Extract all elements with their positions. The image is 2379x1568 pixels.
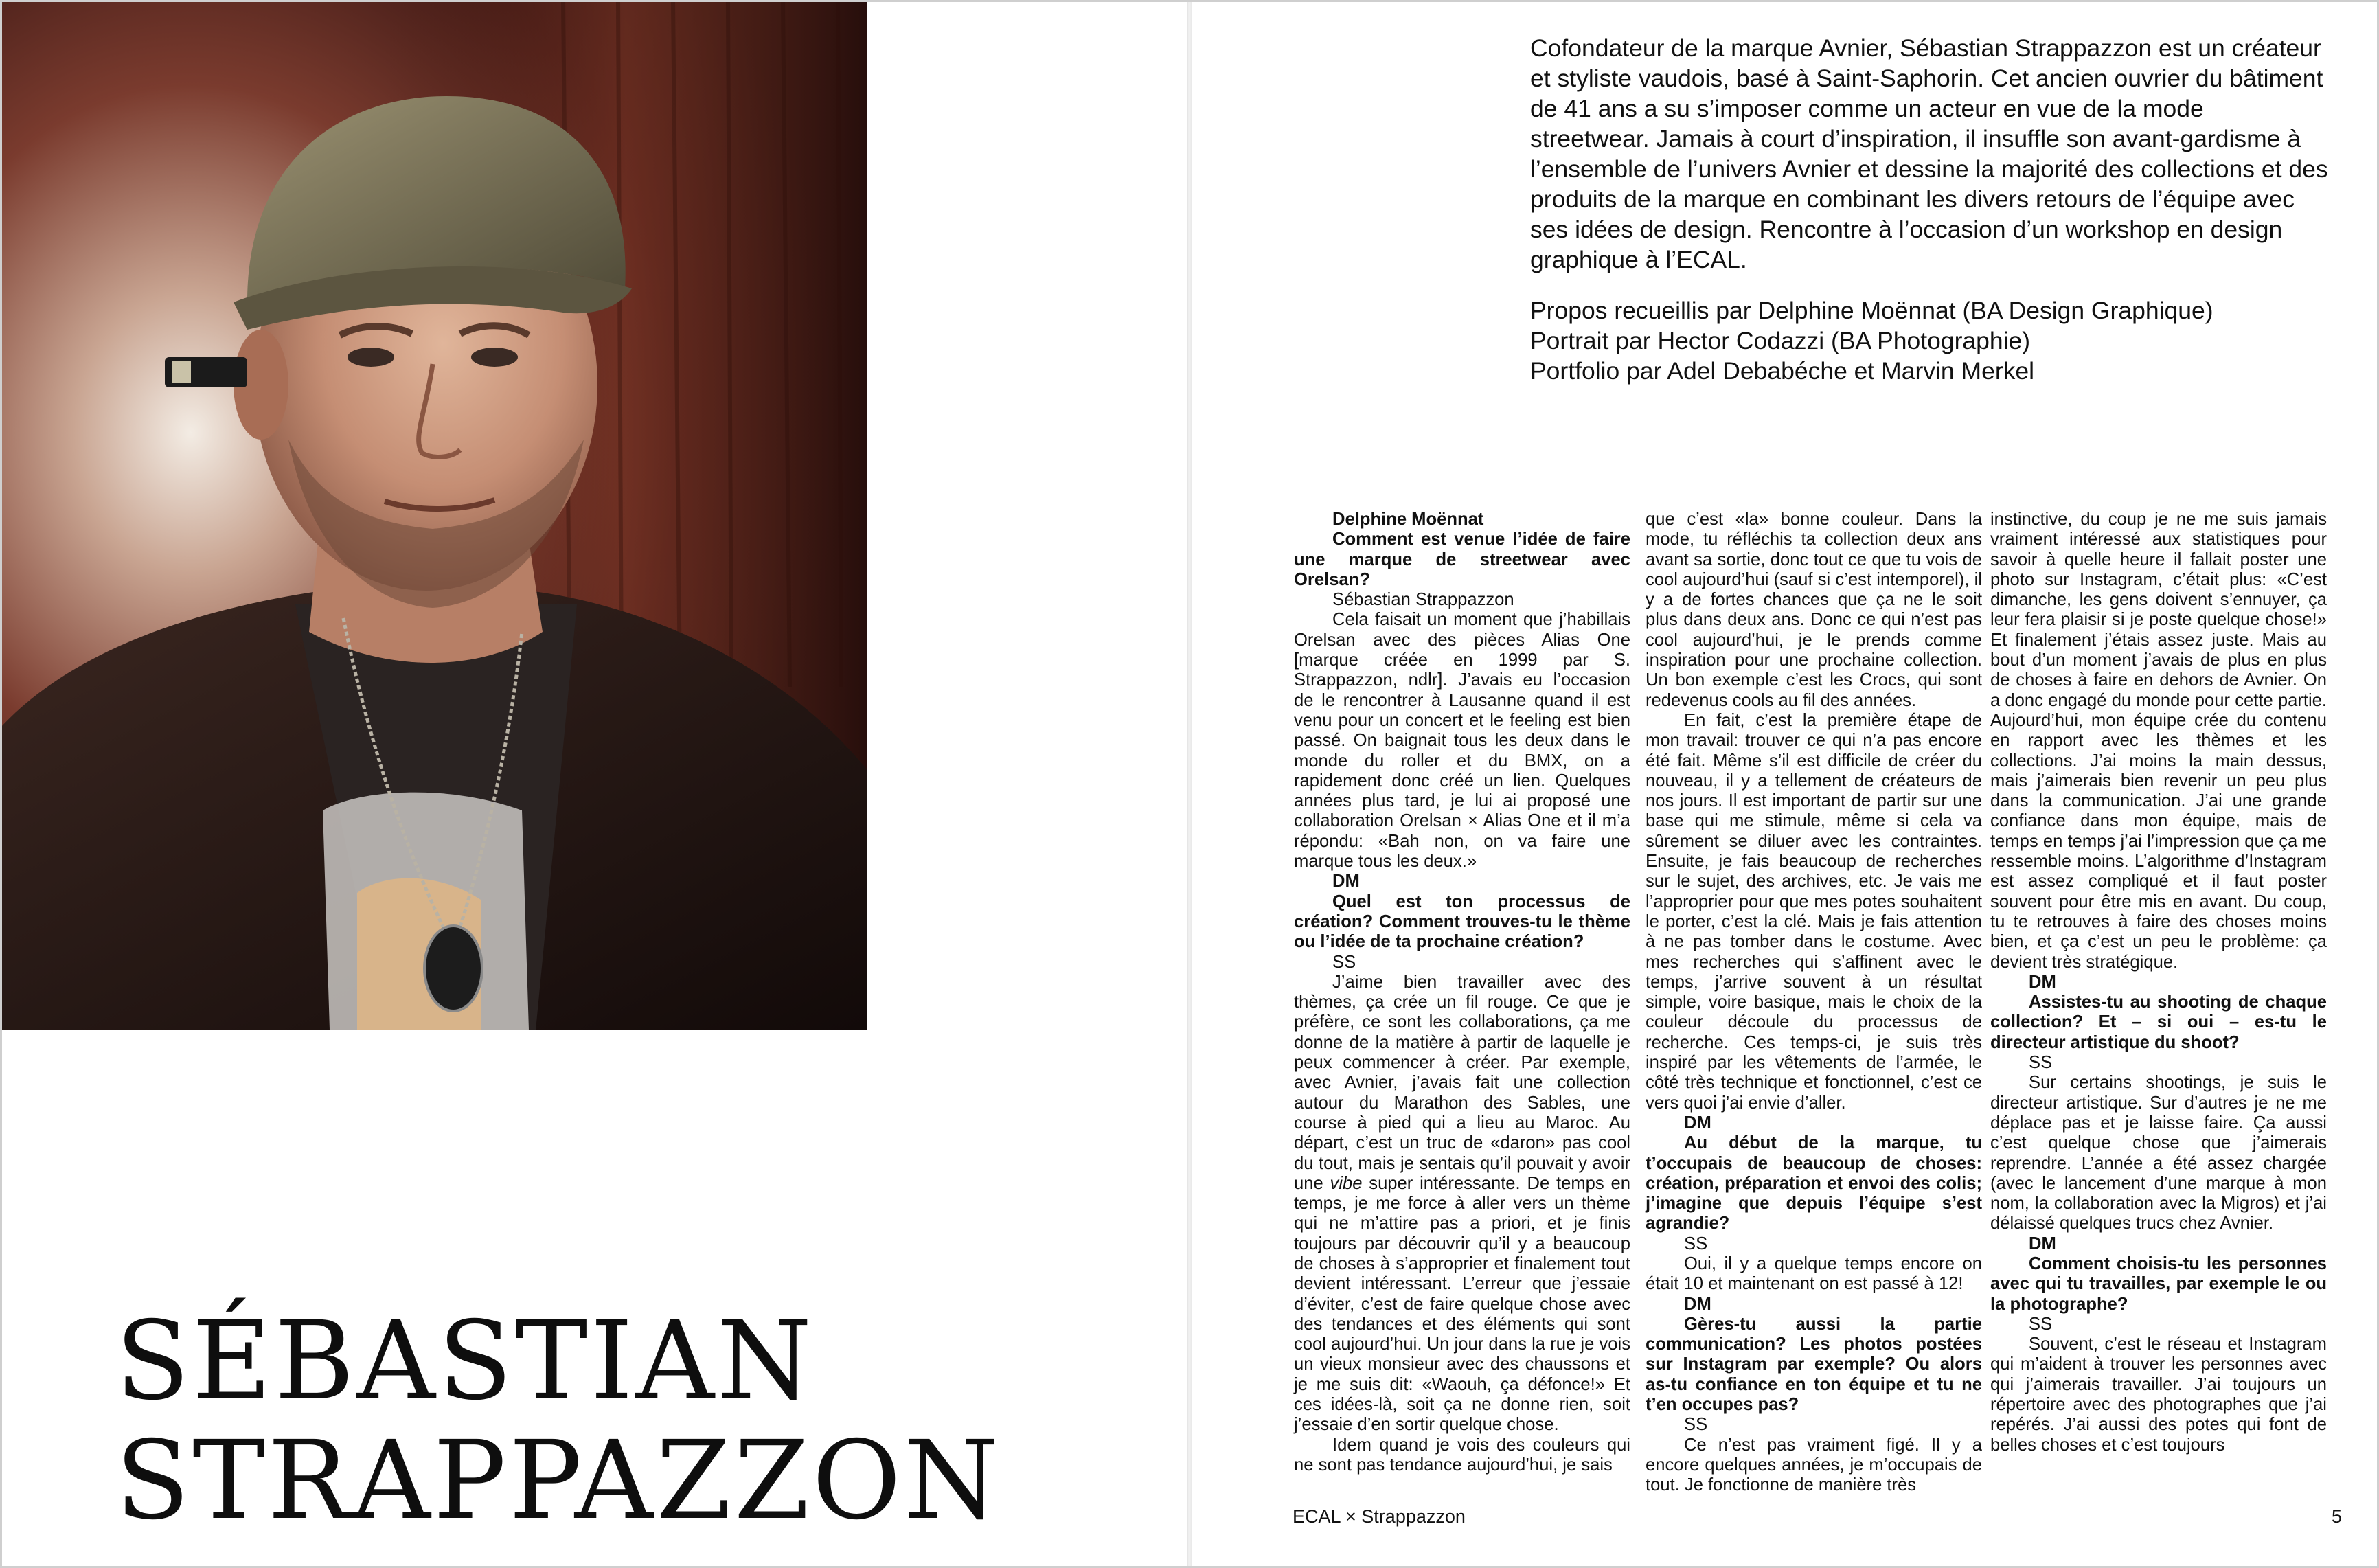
question: Gères-tu aussi la partie communication? Les photos postées sur Instagram par exemple? Ou alors as-tu confiance en ton équipe et tu ne t’en occupes pas?	[1646, 1314, 1982, 1415]
speaker-initials: DM	[2029, 972, 2056, 992]
answer-emphasis: vibe	[1330, 1173, 1363, 1193]
intro-text: Cofondateur de la marque Avnier, Sébastian Strappazzon est un créateur et styliste vaudois, basé à Saint-Saphorin. Cet ancien ouvrier du bâtiment de 41 ans a su s’imposer comme un acteur en vue de la mode streetwear. Jamais à court d’inspiration, il insuffle son avant-gardisme à l’ensemble de l’univers Avnier et dessine la majorité des collections et des produits de la marque en combinant les divers retours de l’équipe avec ses idées de design. Rencontre à l’occasion d’un workshop en design graphique à l’ECAL.	[1530, 34, 2328, 273]
interview-column-3	[1990, 510, 2327, 1464]
running-footer: ECAL × Strappazzon	[1293, 1506, 1466, 1527]
credit-portfolio: Portfolio par Adel Debabéche et Marvin Merkel	[1530, 357, 2035, 385]
credits	[1530, 295, 2330, 386]
speaker-initials: DM	[1684, 1113, 1711, 1133]
answer: En fait, c’est la première étape de mon travail: trouver ce qui n’a pas encore été fait. Même s’il est difficile de créer du nouveau, il y a tellement de créateurs de nos jours. Il est important de partir sur une base qui me stimule, même si cela va sûrement se diluer avec les contraintes. Ensuite, je fais beaucoup de recherches sur le sujet, des archives, etc. Je vais me l’approprier pour que mes potes souhaitent le porter, c’est la clé. Mais je fais attention à ne pas tomber dans le costume. Avec mes recherches qui s’affinent avec le temps, j’arrive souvent à un résultat simple, voire basique, mais le choix de la couleur découle du processus de recherche. Ces temps-ci, je suis très inspiré par les vêtements de l’armée, le côté très technique et fonctionnel, c’est ce vers quoi j’ai envie d’aller.	[1646, 710, 1982, 1113]
page-gutter	[1187, 0, 1192, 1568]
answer: Cela faisait un moment que j’habillais Orelsan avec des pièces Alias One [marque créée en 1999 par S. Strappazzon, ndlr]. J’avais eu l’occasion de le rencontrer à Lausanne quand il est venu pour un concert et le feeling est bien passé. On baignait tous les deux dans le monde du roller et du BMX, on a rapidement donc créé un lien. Quelques années plus tard, je lui ai proposé une collaboration Orelsan × Alias One et il m’a répondu: «Bah non, on va faire une marque tous les deux.»	[1294, 610, 1630, 872]
interview-column-1	[1294, 510, 1630, 1475]
answer: Sur certains shootings, je suis le directeur artistique. Sur d’autres je ne me déplace pas et je laisse faire. Ça aussi c’est quelque chose que j’aimerais reprendre. L’année a été assez chargée (avec le lancement d’une marque à mon nom, la collaboration avec la Migros) et j’ai délaissé quelques trucs chez Avnier.	[1990, 1073, 2327, 1234]
intro-paragraph	[1530, 33, 2330, 275]
answer: Idem quand je vois des couleurs qui ne sont pas tendance aujourd’hui, je sais	[1294, 1435, 1630, 1475]
page-number: 5	[2331, 1506, 2342, 1527]
answer-continued: que c’est «la» bonne couleur. Dans la mode, tu réfléchis ta collection deux ans avant sa sortie, donc tout ce que tu vois de cool aujourd’hui (sauf si c’est intemporel), il y a de fortes chances que ça ne le soit plus dans deux ans. Donc ce qui n’est pas cool aujourd’hui, je le prends comme inspiration pour une prochaine collection. Un bon exemple c’est les Crocs, qui sont redevenus cools au fil des années.	[1646, 510, 1982, 710]
answer	[1294, 973, 1630, 1435]
question: Comment est venue l’idée de faire une marque de streetwear avec Orelsan?	[1294, 530, 1630, 589]
portrait-illustration	[0, 0, 867, 1030]
speaker-initials: SS	[1684, 1415, 1708, 1435]
speaker-initials: SS	[2029, 1053, 2053, 1073]
speaker-initials: DM	[1684, 1294, 1711, 1314]
credit-interview: Propos recueillis par Delphine Moënnat (BA Design Graphique)	[1530, 297, 2213, 324]
subject-name-headline	[115, 1298, 1077, 1544]
answer-text: J’aime bien travailler avec des thèmes, ça crée un fil rouge. Ce que je préfère, ce sont les collaborations, ça me donne de la matière à partir de laquelle je peux commencer à créer. Par exemple, avec Avnier, j’avais fait une collection autour du Marathon des Sables, une course à pied qui a lieu au Maroc. Au départ, c’est un truc de «daron» pas cool du tout, mais je sentais qu’il pouvait y avoir une	[1294, 972, 1630, 1193]
answer: Oui, il y a quelque temps encore on était 10 et maintenant on est passé à 12!	[1646, 1253, 1982, 1294]
answer-continued: instinctive, du coup je ne me suis jamais vraiment intéressé aux statistiques pour savoir à quelle heure il fallait poster une photo sur Instagram, c’était plus: «C’est dimanche, les gens doivent s’ennuyer, ça leur fera plaisir si je poste quelque chose!» Et finalement j’étais assez juste. Mais au bout d’un moment j’avais de plus en plus de choses à faire en dehors de Avnier. On a donc engagé du monde pour cette partie. Aujourd’hui, mon équipe crée du contenu en rapport avec les thèmes et les collections. J’ai moins la main dessus, mais j’aimerais bien revenir un peu plus dans la communication. J’ai une grande confiance dans mon équipe, mais de temps en temps j’ai l’impression que ça me ressemble moins. L’algorithme d’Instagram est assez compliqué et il faut poster souvent pour être mis en avant. Du coup, tu te retrouves à faire des choses moins bien, et ça c’est un peu le problème: ça devient très stratégique.	[1990, 510, 2327, 972]
question: Assistes-tu au shooting de chaque collection? Et – si oui – es-tu le directeur artistique du shoot?	[1990, 992, 2327, 1052]
speaker-initials: SS	[2029, 1314, 2053, 1334]
answer: Ce n’est pas vraiment figé. Il y a encore quelques années, je m’occupais de tout. Je fonctionne de manière très	[1646, 1435, 1982, 1495]
question: Quel est ton processus de création? Comment trouves-tu le thème ou l’idée de ta prochaine création?	[1294, 891, 1630, 952]
answer: Souvent, c’est le réseau et Instagram qui m’aident à trouver les personnes avec qui j’aimerais travailler. J’ai toujours un répertoire avec des photographes que j’ai repérés. J’ai aussi des potes qui font de belles choses et c’est toujours	[1990, 1334, 2327, 1455]
left-page	[0, 0, 1187, 1568]
speaker-initials: DM	[2029, 1234, 2056, 1253]
credit-portrait: Portrait par Hector Codazzi (BA Photographie)	[1530, 327, 2031, 354]
portrait-photo	[0, 0, 867, 1030]
question: Comment choisis-tu les personnes avec qui tu travailles, par exemple le ou la photographe?	[1990, 1253, 2327, 1314]
speaker-initials: DM	[1332, 872, 1360, 891]
question: Au début de la marque, tu t’occupais de beaucoup de choses: création, préparation et envoi des colis; j’imagine que depuis l’équipe s’est agrandie?	[1646, 1133, 1982, 1234]
headline-last-name: STRAPPAZZON	[115, 1418, 1002, 1544]
interview-column-2	[1646, 510, 1982, 1495]
speaker-name: Delphine Moënnat	[1332, 510, 1484, 529]
speaker-initials: SS	[1332, 952, 1356, 972]
headline-first-name: SÉBASTIAN	[115, 1298, 815, 1424]
answer-text: super intéressante. De temps en temps, je me force à aller vers un thème qui ne m’attire pas a priori, et je finis toujours par découvrir qu’il y a beaucoup de choses à s’approprier et finalement tout devient intéressant. L’erreur que j’essaie d’éviter, c’est de faire quelque chose avec des tendances et des éléments qui sont cool aujourd’hui. Un jour dans la rue je vois un vieux monsieur avec des chaussons et je me suis dit: «Waouh, ça défonce!» Et ces idées-là, soit ça ne donne rien, soit j’essaie d’en sortir quelque chose.	[1294, 1173, 1630, 1435]
speaker-initials: SS	[1684, 1234, 1708, 1253]
speaker-name: Sébastian Strappazzon	[1332, 590, 1514, 610]
